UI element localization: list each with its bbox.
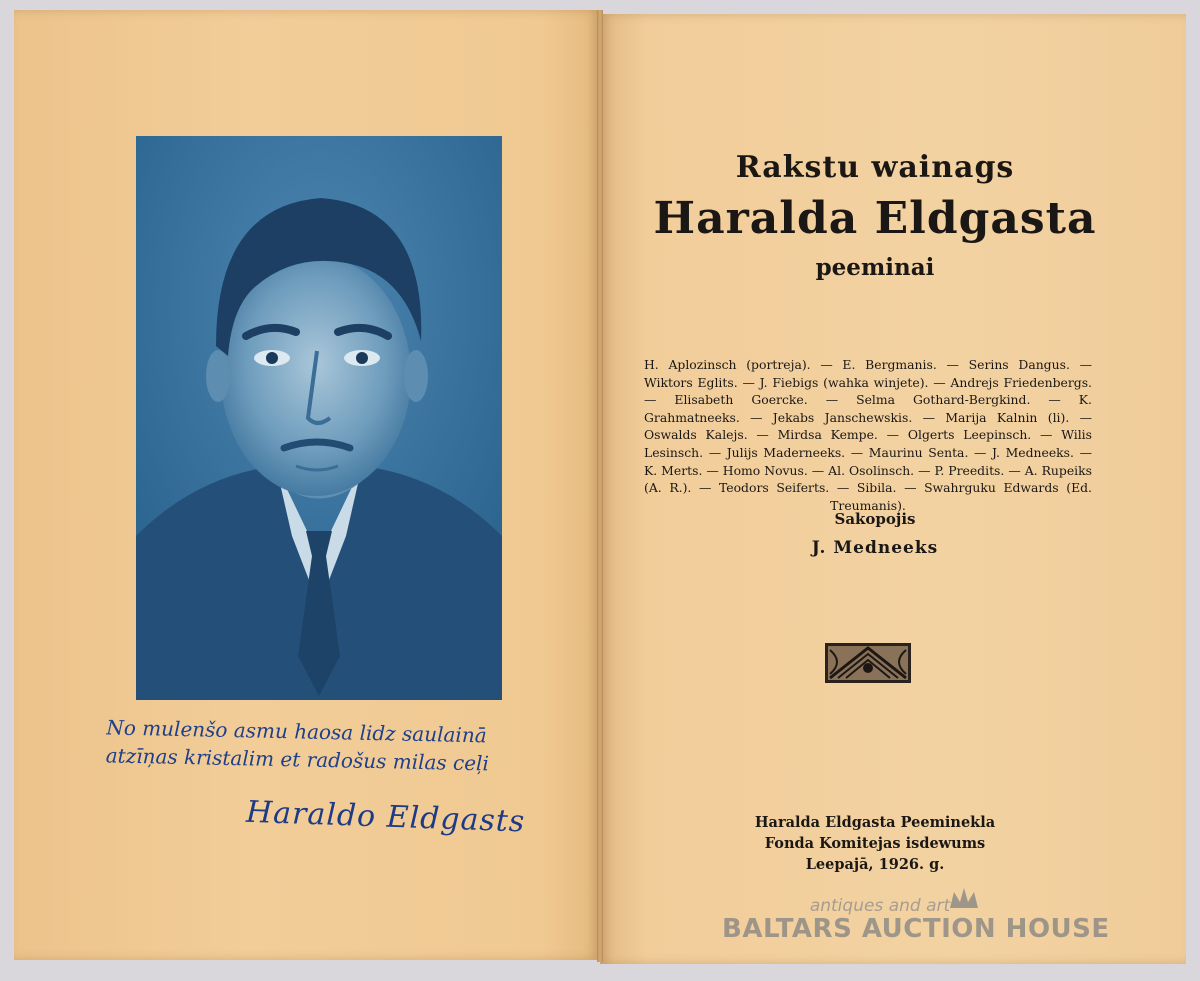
portrait-illustration — [136, 136, 502, 700]
contributors-list: H. Aplozinsch (portreja). — E. Bergmanis. — Serins Dangus. — Wiktors Eglits. — J. Fiebigs (wahka winjete). — Andrejs Friedenbergs. — Elisabeth Goercke. — Selma Gothard-Bergkind. — K. Grahmatneeks. — Jekabs Janschewskis. — Marija Kalnin (li). — Oswalds Kalejs. — Mirdsa Kempe. — Olgerts Leepinsch. — Wilis Lesinsch. — Julijs Maderneeks. — Maurinu Senta. — J. Medneeks. — K. Merts. — Homo Novus. — Al. Osolinsch. — P. Preedits. — A. Rupeiks (A. R.). — Teodors Seiferts. — Sibila. — Swahrguku Edwards (Ed. Treumanis). — [644, 357, 1092, 513]
crown-icon — [946, 884, 982, 948]
handwritten-dedication: No mulenšo asmu haosa lidz saulainā atzīņas kristalim et radošus milas ceļi — [105, 715, 490, 776]
book-gutter — [597, 10, 603, 962]
title-block — [620, 150, 1130, 281]
author-portrait — [136, 136, 502, 700]
decorative-ornament-icon — [824, 642, 912, 684]
publisher-info — [620, 812, 1130, 875]
publisher-line-1: Haralda Eldgasta Peeminekla — [754, 814, 996, 831]
watermark-brand: BALTARS AUCTION HOUSE — [722, 914, 1110, 944]
compiler-name: J. Medneeks — [811, 538, 939, 558]
title-line-2: Haralda Eldgasta — [653, 193, 1097, 244]
watermark-tagline: antiques and art — [809, 896, 951, 916]
publisher-line-3: Leepajā, 1926. g. — [805, 856, 945, 873]
handwritten-signature: Haraldo Eldgasts — [245, 794, 526, 840]
title-line-3: peeminai — [815, 254, 935, 281]
compiler-label: Sakopojis — [834, 510, 916, 528]
title-line-1: Rakstu wainags — [735, 150, 1015, 185]
publisher-line-2: Fonda Komitejas isdewums — [764, 835, 986, 852]
